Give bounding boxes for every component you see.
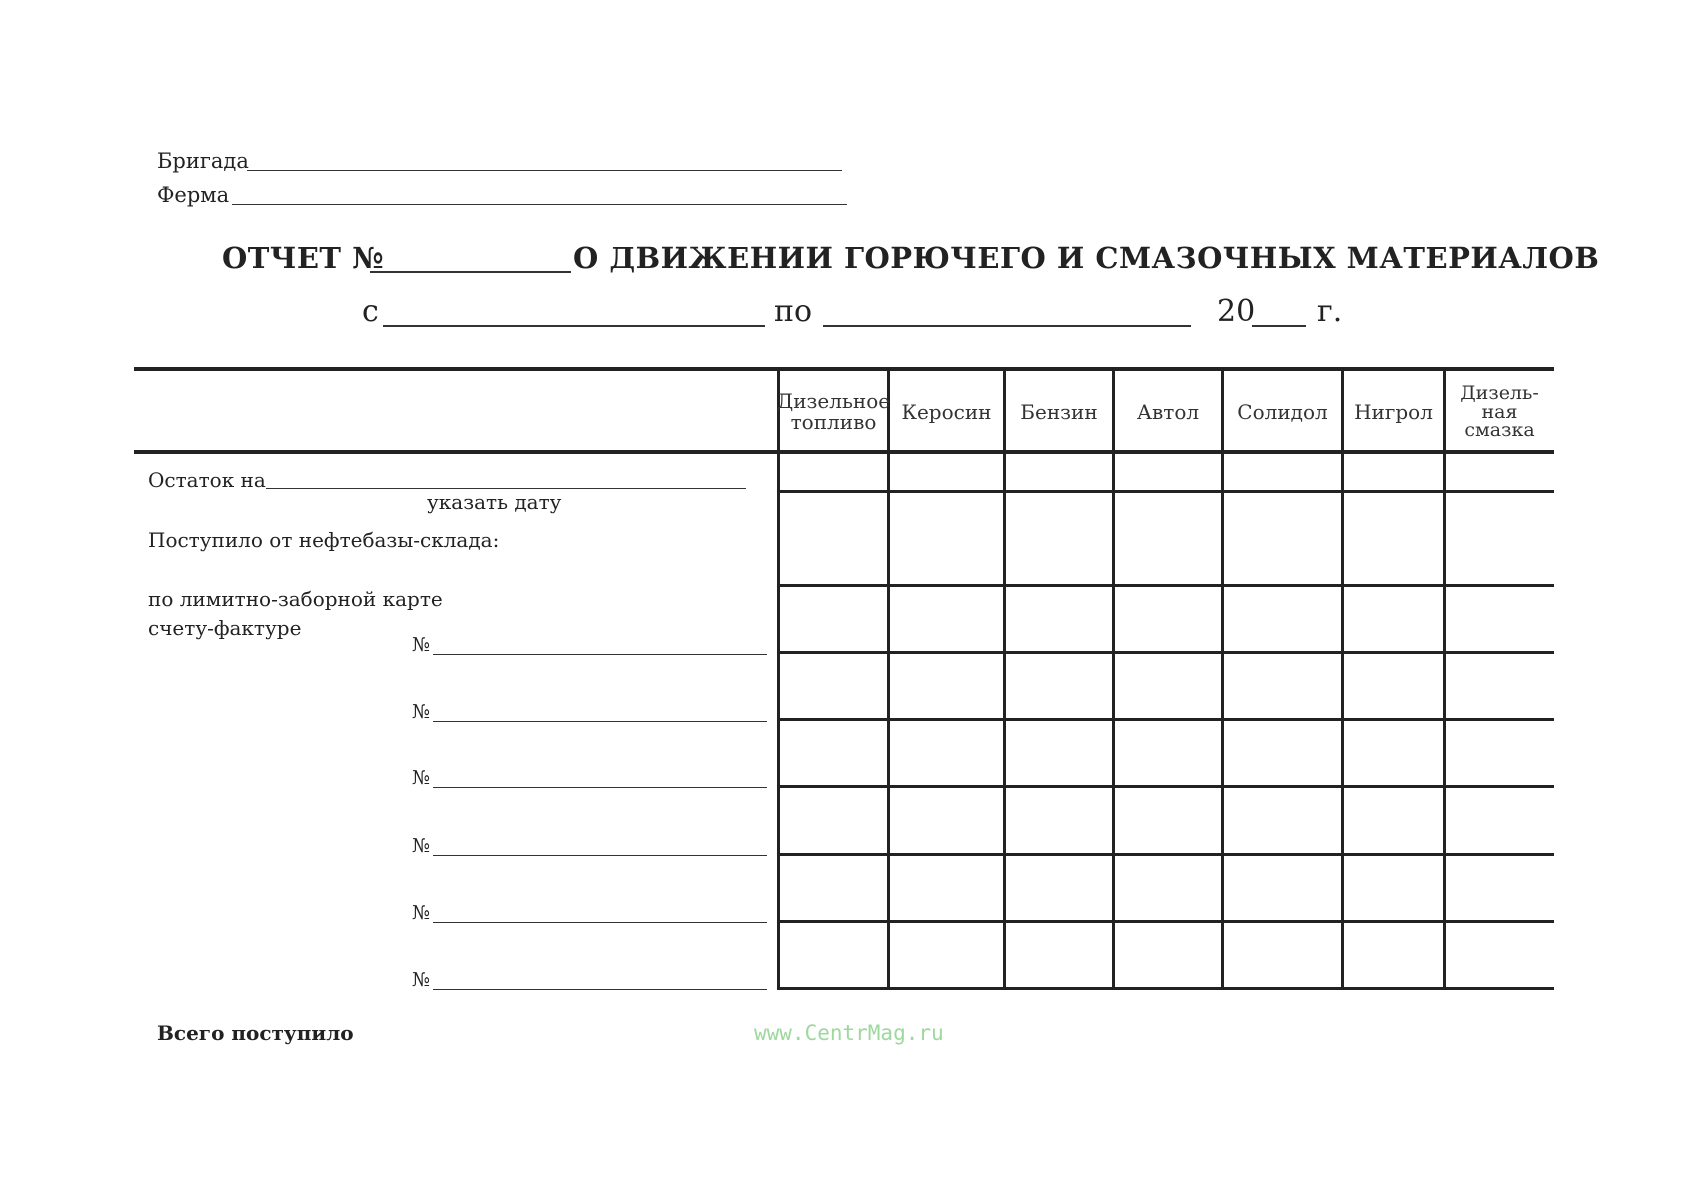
invoice-number-field[interactable] bbox=[433, 787, 767, 788]
column-header-nigrol bbox=[1343, 372, 1444, 452]
grid-column-line bbox=[1341, 369, 1344, 990]
farm-label: Ферма bbox=[157, 183, 230, 207]
period-from-field[interactable] bbox=[383, 325, 765, 327]
total-received-label: Всего поступило bbox=[157, 1021, 354, 1045]
remainder-label: Остаток на bbox=[148, 468, 266, 492]
grid-column-line bbox=[887, 369, 890, 990]
period-from-label: с bbox=[362, 294, 379, 329]
number-sign: № bbox=[412, 969, 430, 991]
year-prefix: 20 bbox=[1217, 294, 1256, 329]
column-header-line: Керосин bbox=[901, 399, 992, 424]
invoice-number-field[interactable] bbox=[433, 654, 767, 655]
column-header-line: смазка bbox=[1464, 419, 1535, 442]
number-sign: № bbox=[412, 634, 430, 656]
grid-column-line bbox=[777, 369, 780, 990]
grid-row-line bbox=[777, 490, 1554, 493]
limit-card-label: по лимитно-заборной карте bbox=[148, 587, 443, 611]
watermark: www.CentrMag.ru bbox=[754, 1021, 944, 1045]
date-hint: указать дату bbox=[427, 490, 562, 514]
year-field[interactable] bbox=[1252, 325, 1306, 327]
report-title: О ДВИЖЕНИИ ГОРЮЧЕГО И СМАЗОЧНЫХ МАТЕРИАЛОВ bbox=[573, 241, 1600, 275]
grid-column-line bbox=[1112, 369, 1115, 990]
number-sign: № bbox=[412, 835, 430, 857]
number-sign: № bbox=[412, 767, 430, 789]
brigade-label: Бригада bbox=[157, 149, 249, 173]
grid-column-line bbox=[1443, 369, 1446, 990]
grid-column-line bbox=[1221, 369, 1224, 990]
period-to-field[interactable] bbox=[823, 325, 1191, 327]
column-header-line: ная bbox=[1481, 400, 1518, 423]
column-header-diesel-fuel bbox=[776, 372, 891, 452]
period-to-label: по bbox=[774, 294, 813, 329]
invoice-number-field[interactable] bbox=[433, 989, 767, 990]
column-header-line: Нигрол bbox=[1354, 399, 1433, 424]
grid-bottom-line bbox=[777, 987, 1554, 990]
invoice-number-field[interactable] bbox=[433, 721, 767, 722]
received-label: Поступило от нефтебазы-склада: bbox=[148, 528, 500, 552]
grid-column-line bbox=[1003, 369, 1006, 990]
column-header-kerosene bbox=[889, 372, 1004, 452]
brigade-field[interactable] bbox=[247, 170, 842, 171]
column-header-diesel-grease bbox=[1445, 372, 1554, 452]
grid-row-line bbox=[777, 651, 1554, 654]
grid-row-line bbox=[777, 853, 1554, 856]
column-header-line: Дизель- bbox=[1460, 382, 1539, 405]
farm-field[interactable] bbox=[232, 204, 847, 205]
report-number-field[interactable] bbox=[370, 271, 571, 273]
number-sign: № bbox=[412, 902, 430, 924]
invoice-label: счету-фактуре bbox=[148, 616, 302, 640]
column-header-gasoline bbox=[1005, 372, 1113, 452]
grid-row-line bbox=[777, 920, 1554, 923]
report-title-prefix: ОТЧЕТ № bbox=[222, 241, 385, 275]
remainder-date-field[interactable] bbox=[266, 488, 746, 489]
column-header-line: топливо bbox=[790, 410, 877, 434]
invoice-number-field[interactable] bbox=[433, 922, 767, 923]
column-header-line: Дизельное bbox=[776, 389, 891, 413]
invoice-number-field[interactable] bbox=[433, 855, 767, 856]
grid-row-line bbox=[777, 718, 1554, 721]
column-header-solidol bbox=[1223, 372, 1342, 452]
column-header-line: Бензин bbox=[1020, 399, 1098, 424]
column-header-line: Солидол bbox=[1237, 399, 1328, 424]
column-header-line: Автол bbox=[1136, 399, 1200, 424]
grid-row-line bbox=[777, 785, 1554, 788]
number-sign: № bbox=[412, 701, 430, 723]
grid-row-line bbox=[777, 584, 1554, 587]
column-header-avtol bbox=[1114, 372, 1222, 452]
year-suffix: г. bbox=[1317, 294, 1343, 329]
